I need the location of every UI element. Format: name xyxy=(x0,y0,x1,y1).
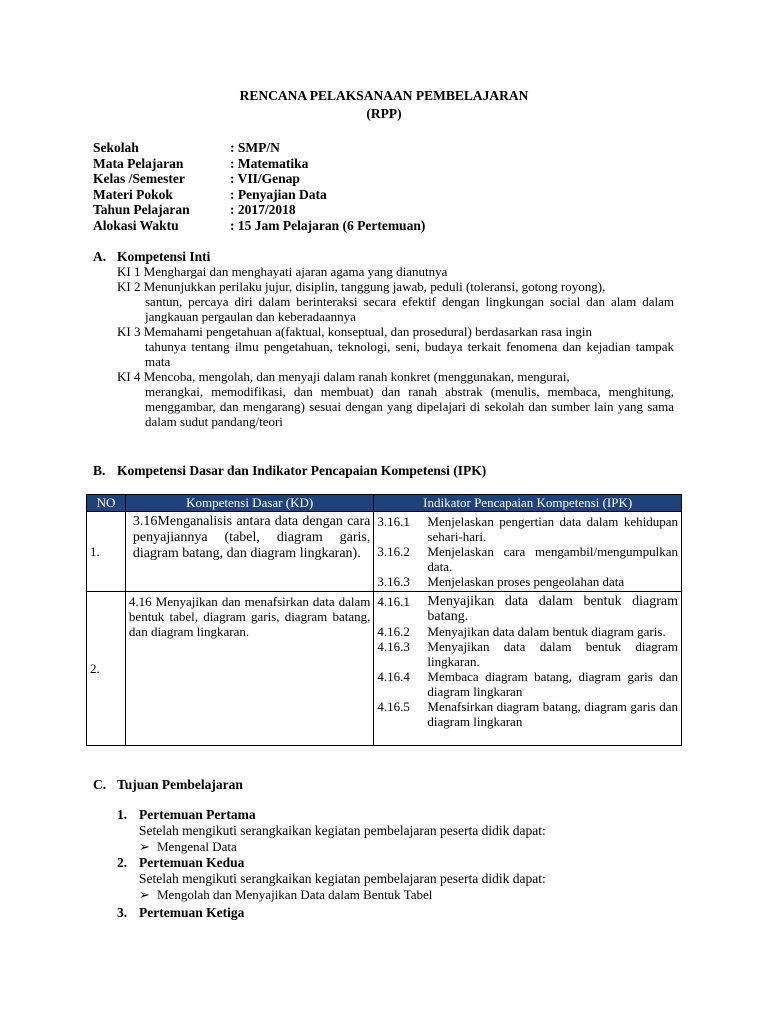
identity-label: Alokasi Waktu xyxy=(93,217,179,233)
arrow-bullet-icon: ➢ xyxy=(139,839,150,854)
row-number: 2. xyxy=(87,592,126,746)
ipk-item xyxy=(377,699,678,729)
ipk-item xyxy=(377,669,678,699)
identity-row xyxy=(93,202,425,218)
kd-ipk-table xyxy=(86,494,682,746)
identity-block xyxy=(93,140,425,233)
ipk-item xyxy=(377,594,678,624)
kd-text: 4.16 Menyajikan dan menafsirkan data dalam bentuk tabel, diagram garis, diagram batang, dan diagram lingkaran. xyxy=(128,594,371,639)
ipk-text: Menjelaskan proses pengeolahan data xyxy=(427,574,625,589)
ipk-text: Menyajikan data dalam bentuk diagram batang. xyxy=(427,594,678,624)
ipk-text: Menafsirkan diagram batang, diagram garis dan diagram lingkaran xyxy=(427,699,678,729)
ki-item xyxy=(117,324,674,369)
identity-value: : SMP/N xyxy=(230,140,280,155)
identity-label: Materi Pokok xyxy=(93,186,173,202)
meeting-1-intro: Setelah mengikuti serangkaikan kegiatan pembelajaran peserta didik dapat: xyxy=(139,823,546,838)
table-header-row xyxy=(87,495,682,512)
document-subtitle: (RPP) xyxy=(366,106,402,121)
identity-row xyxy=(93,156,425,172)
arrow-bullet-icon: ➢ xyxy=(139,887,150,902)
ipk-item xyxy=(377,544,678,574)
section-title: Tujuan Pembelajaran xyxy=(117,777,243,792)
identity-value: : 15 Jam Pelajaran (6 Pertemuan) xyxy=(230,217,426,233)
ipk-code: 4.16.2 xyxy=(377,624,410,639)
identity-label: Tahun Pelajaran xyxy=(93,202,190,217)
ipk-code: 3.16.2 xyxy=(377,544,410,559)
ki-text: KI 3 Memahami pengetahuan a(faktual, konseptual, dan prosedural) berdasarkan rasa ingin xyxy=(117,324,593,339)
meeting-1-objective xyxy=(139,839,237,855)
ipk-cell xyxy=(374,512,682,592)
meeting-2-heading xyxy=(117,855,244,871)
meeting-3-heading xyxy=(117,905,244,921)
kd-text: 3.16Menganalisis antara data dengan cara penyajiannya (tabel, diagram garis, diagram batang, dan diagram lingkaran). xyxy=(132,514,371,561)
row-number: 1. xyxy=(87,512,126,592)
kd-cell xyxy=(125,512,373,592)
kd-cell xyxy=(125,592,373,746)
ipk-text: Menyajikan data dalam bentuk diagram lingkaran. xyxy=(427,639,678,669)
meeting-title: Pertemuan Kedua xyxy=(139,855,245,870)
ki-text: KI 2 Menunjukkan perilaku jujur, disiplin, tanggung jawab, peduli (toleransi, gotong royong), xyxy=(117,279,606,294)
section-title: Kompetensi Dasar dan Indikator Pencapaian Kompetensi (IPK) xyxy=(117,463,487,478)
ipk-code: 4.16.1 xyxy=(377,594,410,609)
section-a-heading xyxy=(93,249,210,265)
identity-value: : 2017/2018 xyxy=(230,202,296,217)
ki-text: KI 4 Mencoba, mengolah, dan menyaji dalam ranah konkret (menggunakan, mengurai, xyxy=(117,369,570,384)
ki-text: KI 1 Menghargai dan menghayati ajaran agama yang dianutnya xyxy=(117,264,448,279)
identity-row xyxy=(93,218,425,234)
ipk-code: 3.16.3 xyxy=(377,574,410,589)
ki-text-cont: tahunya tentang ilmu pengetahuan, teknologi, seni, budaya terkait fenomena dan kejadian tampak mata xyxy=(145,339,674,369)
meeting-number: 1. xyxy=(117,807,128,822)
objective-text: Mengenal Data xyxy=(157,839,237,854)
identity-label: Sekolah xyxy=(93,140,139,155)
ipk-code: 3.16.1 xyxy=(377,514,410,529)
table-row xyxy=(87,512,682,592)
ipk-item xyxy=(377,624,678,639)
ipk-item xyxy=(377,639,678,669)
meeting-2-objective xyxy=(139,887,432,903)
column-header-kd: Kompetensi Dasar (KD) xyxy=(125,495,373,512)
identity-label: Kelas /Semester xyxy=(93,171,185,186)
meeting-1-heading xyxy=(117,807,256,823)
section-c-heading xyxy=(93,777,243,793)
ipk-code: 4.16.3 xyxy=(377,639,410,654)
ipk-cell xyxy=(374,592,682,746)
meeting-title: Pertemuan Ketiga xyxy=(139,905,245,920)
section-b-heading xyxy=(93,463,486,479)
ipk-code: 4.16.5 xyxy=(377,699,410,714)
ipk-text: Menjelaskan pengertian data dalam kehidupan sehari-hari. xyxy=(427,514,678,544)
ipk-text: Membaca diagram batang, diagram garis dan diagram lingkaran xyxy=(427,669,678,699)
ipk-text: Menjelaskan cara mengambil/mengumpulkan data. xyxy=(427,544,678,574)
section-letter: C. xyxy=(93,777,107,792)
identity-row xyxy=(93,140,425,156)
identity-value: : Penyajian Data xyxy=(230,186,327,202)
table-row xyxy=(87,592,682,746)
ki-item xyxy=(117,279,674,324)
identity-row xyxy=(93,171,425,187)
column-header-no: NO xyxy=(87,495,126,512)
identity-value: : VII/Genap xyxy=(230,171,300,186)
section-title: Kompetensi Inti xyxy=(117,249,211,264)
ki-list xyxy=(117,264,674,429)
identity-value: : Matematika xyxy=(230,155,309,171)
ki-item xyxy=(117,369,674,429)
identity-row xyxy=(93,187,425,203)
section-letter: B. xyxy=(93,463,106,478)
ki-text-cont: merangkai, memodifikasi, dan membuat) dan ranah abstrak (menulis, membaca, menghitung, menggambar, dan mengarang) sesuai dengan yang dipelajari di sekolah dan sumber lain yang sama dalam sudut pandang/teori xyxy=(145,384,674,429)
meeting-2-intro: Setelah mengikuti serangkaikan kegiatan pembelajaran peserta didik dapat: xyxy=(139,871,546,886)
meeting-number: 2. xyxy=(117,855,128,870)
ipk-text: Menyajikan data dalam bentuk diagram garis. xyxy=(427,624,666,639)
section-letter: A. xyxy=(93,249,107,264)
ki-text-cont: santun, percaya diri dalam berinteraksi secara efektif dengan lingkungan social dan alam dalam jangkauan pergaulan dan keberadaannya xyxy=(145,294,674,324)
objective-text: Mengolah dan Menyajikan Data dalam Bentuk Tabel xyxy=(157,887,433,902)
identity-label: Mata Pelajaran xyxy=(93,155,184,171)
ki-item xyxy=(117,264,674,279)
column-header-ipk: Indikator Pencapaian Kompetensi (IPK) xyxy=(374,495,682,512)
meeting-number: 3. xyxy=(117,905,128,920)
ipk-item xyxy=(377,514,678,544)
meeting-title: Pertemuan Pertama xyxy=(139,807,256,822)
ipk-code: 4.16.4 xyxy=(377,669,410,684)
document-title: RENCANA PELAKSANAAN PEMBELAJARAN xyxy=(239,88,529,103)
ipk-item xyxy=(377,574,678,589)
